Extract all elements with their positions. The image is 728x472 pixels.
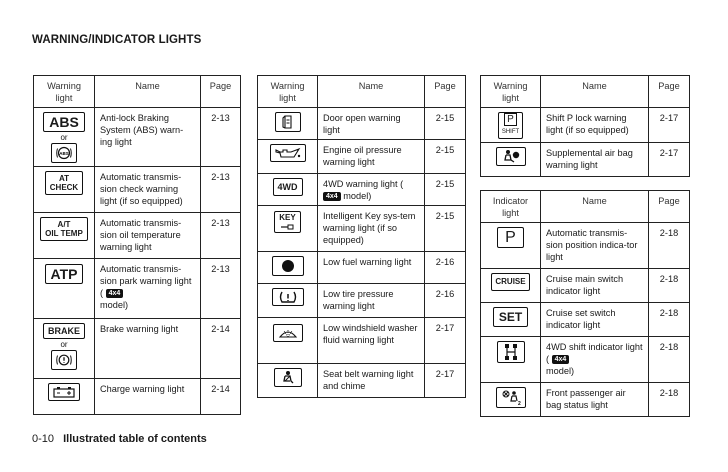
light-name: Anti-lock Braking System (ABS) warn-ing light bbox=[95, 108, 201, 167]
page-ref: 2-15 bbox=[425, 206, 466, 252]
header-page: Page bbox=[201, 76, 241, 108]
light-name: Shift P lock warning light (if so equipped) bbox=[541, 108, 649, 143]
icon-cell bbox=[481, 143, 541, 177]
light-name: Charge warning light bbox=[95, 379, 201, 415]
light-name: Brake warning light bbox=[95, 319, 201, 379]
table-row bbox=[258, 140, 466, 174]
table-row bbox=[258, 108, 466, 140]
page-ref: 2-18 bbox=[649, 383, 690, 417]
footer-section-title: Illustrated table of contents bbox=[63, 433, 207, 445]
light-name: Automatic transmis-sion oil temperature warning light bbox=[95, 213, 201, 259]
icon-cell bbox=[258, 174, 318, 206]
page-title: WARNING/INDICATOR LIGHTS bbox=[32, 34, 202, 46]
cruise-icon: CRUISE bbox=[491, 273, 529, 291]
page-footer bbox=[32, 433, 207, 445]
light-name: Engine oil pressure warning light bbox=[318, 140, 425, 174]
light-name: Low tire pressure warning light bbox=[318, 284, 425, 318]
header-name: Name bbox=[541, 191, 649, 223]
page-ref: 2-15 bbox=[425, 140, 466, 174]
page-ref: 2-16 bbox=[425, 284, 466, 318]
seat-belt-icon bbox=[274, 368, 302, 387]
header-page: Page bbox=[649, 191, 690, 223]
table-row bbox=[481, 269, 690, 303]
light-name: Cruise set switch indicator light bbox=[541, 303, 649, 337]
table-row bbox=[258, 252, 466, 284]
page-ref: 2-17 bbox=[649, 143, 690, 177]
light-name: Front passenger air bag status light bbox=[541, 383, 649, 417]
header-indicator-light: Indicator light bbox=[481, 191, 541, 223]
table-row bbox=[258, 206, 466, 252]
light-name: Low fuel warning light bbox=[318, 252, 425, 284]
table-row bbox=[34, 319, 241, 379]
abs-icon: ABS bbox=[43, 112, 85, 132]
icon-cell bbox=[258, 284, 318, 318]
page-ref: 2-13 bbox=[201, 259, 241, 319]
or-label: or bbox=[60, 133, 68, 142]
table-row bbox=[34, 213, 241, 259]
icon-cell bbox=[258, 140, 318, 174]
passenger-airbag-icon bbox=[496, 387, 526, 408]
cruise-set-icon: SET bbox=[493, 307, 528, 327]
table-row bbox=[258, 318, 466, 364]
icon-cell bbox=[481, 337, 541, 383]
shift-p-lock-icon: P SHIFT bbox=[498, 112, 523, 139]
light-name: Automatic transmis-sion check warning light (if so equipped) bbox=[95, 167, 201, 213]
icon-cell bbox=[34, 213, 95, 259]
icon-cell bbox=[34, 259, 95, 319]
indicator-lights-table bbox=[480, 190, 690, 417]
header-warning-light: Warning light bbox=[481, 76, 541, 108]
light-name: Low windshield washer fluid warning light bbox=[318, 318, 425, 364]
page-ref: 2-14 bbox=[201, 379, 241, 415]
icon-cell bbox=[481, 303, 541, 337]
door-open-icon bbox=[275, 112, 301, 132]
icon-cell bbox=[258, 364, 318, 398]
table-row bbox=[258, 364, 466, 398]
page-ref: 2-13 bbox=[201, 108, 241, 167]
icon-cell bbox=[481, 108, 541, 143]
or-label: or bbox=[60, 340, 68, 349]
table-header bbox=[481, 76, 690, 108]
icon-cell bbox=[34, 108, 95, 167]
icon-cell bbox=[258, 108, 318, 140]
at-oil-temp-icon: A/T OIL TEMP bbox=[40, 217, 88, 241]
icon-cell bbox=[258, 252, 318, 284]
4wd-icon: 4WD bbox=[273, 178, 303, 196]
table-row bbox=[481, 337, 690, 383]
atp-icon: ATP bbox=[45, 264, 84, 284]
header-warning-light: Warning light bbox=[34, 76, 95, 108]
light-name: Intelligent Key sys-tem warning light (if so equipped) bbox=[318, 206, 425, 252]
page-number: 0-10 bbox=[32, 433, 55, 445]
page-ref: 2-18 bbox=[649, 337, 690, 383]
light-name: Automatic transmis-sion park warning light ( 4x4 model) bbox=[95, 259, 201, 319]
table-header bbox=[481, 191, 690, 223]
table-row bbox=[34, 379, 241, 415]
table-row bbox=[481, 108, 690, 143]
page-ref: 2-18 bbox=[649, 303, 690, 337]
washer-fluid-icon bbox=[273, 324, 303, 342]
light-name: 4WD shift indicator light ( 4x4 model) bbox=[541, 337, 649, 383]
table-row bbox=[34, 108, 241, 167]
table-row bbox=[481, 383, 690, 417]
table-row bbox=[481, 223, 690, 269]
light-name: Automatic transmis-sion position indica-tor light bbox=[541, 223, 649, 269]
low-fuel-icon bbox=[272, 256, 304, 276]
warning-lights-table-1 bbox=[33, 75, 241, 415]
light-name: Cruise main switch indicator light bbox=[541, 269, 649, 303]
table-row bbox=[34, 167, 241, 213]
icon-cell bbox=[258, 318, 318, 364]
table-header bbox=[258, 76, 466, 108]
light-name: Supplemental air bag warning light bbox=[541, 143, 649, 177]
light-name: Seat belt warning light and chime bbox=[318, 364, 425, 398]
table-row bbox=[481, 143, 690, 177]
table-header bbox=[34, 76, 241, 108]
header-name: Name bbox=[541, 76, 649, 108]
icon-cell bbox=[481, 383, 541, 417]
tire-pressure-icon bbox=[272, 288, 304, 306]
table-row bbox=[258, 284, 466, 318]
table-row bbox=[481, 303, 690, 337]
header-page: Page bbox=[425, 76, 466, 108]
oil-can-icon bbox=[270, 144, 306, 162]
airbag-icon bbox=[496, 147, 526, 166]
page-ref: 2-13 bbox=[201, 167, 241, 213]
page-ref: 2-15 bbox=[425, 174, 466, 206]
4x4-model-chip: 4x4 bbox=[323, 192, 341, 201]
icon-cell bbox=[258, 206, 318, 252]
battery-icon bbox=[48, 383, 80, 401]
4x4-model-chip: 4x4 bbox=[106, 289, 124, 298]
icon-cell bbox=[481, 223, 541, 269]
park-position-icon: P bbox=[497, 227, 524, 248]
svg-text:ABS: ABS bbox=[59, 151, 69, 156]
page-ref: 2-18 bbox=[649, 223, 690, 269]
brake-icon: BRAKE bbox=[43, 323, 85, 339]
header-warning-light: Warning light bbox=[258, 76, 318, 108]
table-row bbox=[258, 174, 466, 206]
4wd-shift-icon bbox=[497, 341, 525, 363]
page-ref: 2-14 bbox=[201, 319, 241, 379]
4x4-model-chip: 4x4 bbox=[552, 355, 570, 364]
icon-cell bbox=[481, 269, 541, 303]
page-ref: 2-13 bbox=[201, 213, 241, 259]
header-name: Name bbox=[318, 76, 425, 108]
at-check-icon: AT CHECK bbox=[45, 171, 83, 195]
svg-text:2: 2 bbox=[517, 401, 521, 406]
brake-circle-icon bbox=[51, 350, 77, 370]
warning-lights-table-3 bbox=[480, 75, 690, 177]
intelligent-key-icon: KEY bbox=[274, 211, 300, 233]
page-ref: 2-17 bbox=[425, 364, 466, 398]
page-ref: 2-17 bbox=[649, 108, 690, 143]
page-ref: 2-17 bbox=[425, 318, 466, 364]
light-name: Door open warning light bbox=[318, 108, 425, 140]
header-page: Page bbox=[649, 76, 690, 108]
icon-cell bbox=[34, 167, 95, 213]
header-name: Name bbox=[95, 76, 201, 108]
light-name: 4WD warning light ( 4x4 model) bbox=[318, 174, 425, 206]
warning-lights-table-2 bbox=[257, 75, 466, 398]
icon-cell bbox=[34, 319, 95, 379]
page-ref: 2-16 bbox=[425, 252, 466, 284]
table-row bbox=[34, 259, 241, 319]
page-ref: 2-15 bbox=[425, 108, 466, 140]
page-ref: 2-18 bbox=[649, 269, 690, 303]
icon-cell bbox=[34, 379, 95, 415]
abs-circle-icon bbox=[51, 143, 77, 163]
